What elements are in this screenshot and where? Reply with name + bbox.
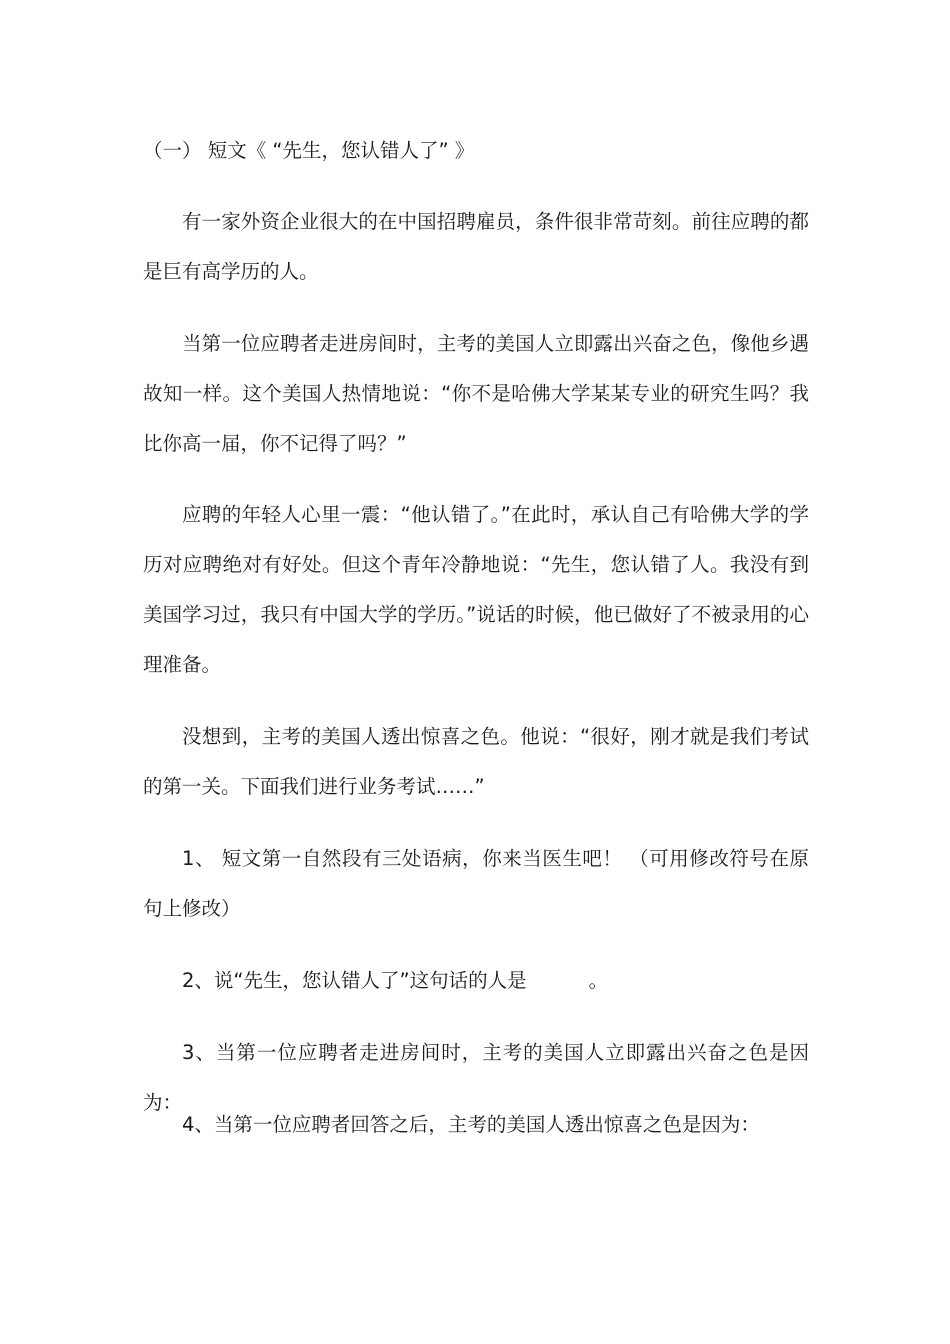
- paragraph-2: 当第一位应聘者走进房间时，主考的美国人立即露出兴奋之色，像他乡遇故知一样。这个美国人热情地说：“你不是哈佛大学某某专业的研究生吗？我比你高一届，你不记得了吗？”: [143, 332, 809, 455]
- passage-title: （一） 短文《 “先生，您认错人了” 》: [143, 139, 475, 162]
- question-4: 4、当第一位应聘者回答之后，主考的美国人透出惊喜之色是因为：: [182, 1113, 760, 1136]
- question-2-text: 2、说“先生，您认错人了”这句话的人是: [182, 969, 527, 992]
- question-3: 3、当第一位应聘者走进房间时，主考的美国人立即露出兴奋之色是因为：: [143, 1041, 809, 1114]
- paragraph-1: 有一家外资企业很大的在中国招聘雇员，条件很非常苛刻。前往应聘的都是巨有高学历的人。: [143, 210, 809, 283]
- question-2-end: 。: [588, 969, 609, 992]
- paragraph-4: 没想到，主考的美国人透出惊喜之色。他说：“很好，刚才就是我们考试的第一关。下面我们进行业务考试……”: [143, 725, 809, 798]
- paragraph-3: 应聘的年轻人心里一震：“他认错了。”在此时，承认自己有哈佛大学的学历对应聘绝对有好处。但这个青年冷静地说：“先生，您认错了人。我没有到美国学习过，我只有中国大学的学历。”说话的时候，他已做好了不被录用的心理准备。: [143, 503, 809, 676]
- question-2: [143, 956, 809, 1006]
- question-1: 1、 短文第一自然段有三处语病，你来当医生吧！ （可用修改符号在原句上修改）: [143, 847, 809, 920]
